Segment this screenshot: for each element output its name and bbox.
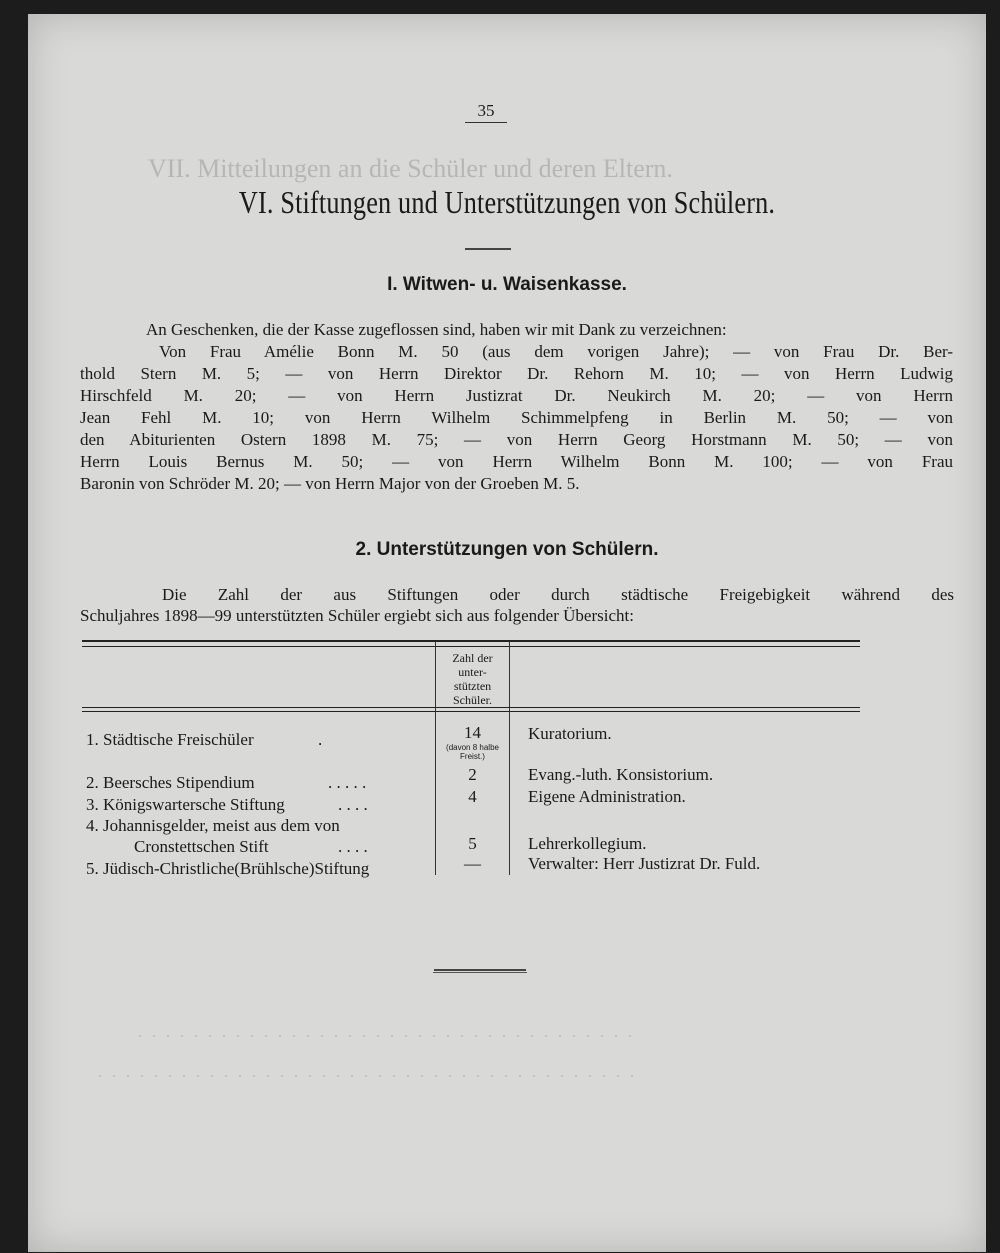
table-row-1-label: 1. Städtische Freischüler	[86, 730, 254, 749]
header-bottom-rule-2	[82, 711, 860, 712]
table-row-1-dots: .	[318, 730, 323, 749]
bleed-through-text-lower-2: . . . . . . . . . . . . . . . . . . . . . . . . . . . . . . . . . . . . . . .	[98, 1064, 637, 1081]
table-row-1-note: (davon 8 halbe Freist.)	[446, 743, 499, 761]
paragraph-line-7: Herrn Louis Bernus M. 50; — von Herrn Wilhelm Bonn M. 100; — von Frau	[80, 452, 953, 471]
table-row-2-label: 2. Beersches Stipendium	[86, 773, 255, 792]
paragraph-line-1: An Geschenken, die der Kasse zugeflossen sind, haben wir mit Dank zu verzeichnen:	[146, 320, 727, 339]
table-row-2-authority: Evang.-luth. Konsistorium.	[528, 765, 714, 784]
table-row-3-count: 4	[468, 787, 477, 806]
section2-title: 2. Unterstützungen von Schülern.	[355, 539, 659, 560]
table-row-4-label: 4. Johannisgelder, meist aus dem von	[86, 816, 340, 835]
header-bottom-rule	[82, 707, 860, 708]
end-rule	[434, 969, 526, 971]
table-row-4-dots: . . . .	[338, 837, 368, 856]
main-heading: VI. Stiftungen und Unterstützungen von Schülern.	[238, 184, 776, 220]
paragraph-line-6: den Abiturienten Ostern 1898 M. 75; — von Herrn Georg Horstmann M. 50; — von	[80, 430, 953, 449]
section1-title: I. Witwen- u. Waisenkasse.	[387, 274, 627, 295]
column-header	[436, 651, 509, 707]
page-number: 35	[477, 101, 495, 120]
bleed-through-text-lower: . . . . . . . . . . . . . . . . . . . . . . . . . . . . . . . . . . . .	[138, 1024, 635, 1041]
table-row-2-dots: . . . . .	[328, 773, 367, 792]
section2-intro-line-1: Die Zahl der aus Stiftungen oder durch städtische Freigebigkeit während des	[162, 585, 954, 604]
bleed-through-text: VII. Mitteilungen an die Schüler und deren Eltern.	[148, 154, 673, 183]
column-header-line-3: stützten	[453, 679, 492, 693]
document-page	[28, 14, 986, 1252]
table-row-4-count: 5	[468, 834, 477, 853]
paragraph-line-4: Hirschfeld M. 20; — von Herrn Justizrat Dr. Neukirch M. 20; — von Herrn	[80, 386, 953, 405]
paragraph-line-8: Baronin von Schröder M. 20; — von Herrn Major von der Groeben M. 5.	[80, 474, 580, 493]
heading-rule	[465, 248, 511, 250]
paragraph-line-3: thold Stern M. 5; — von Herrn Direktor Dr. Rehorn M. 10; — von Herrn Ludwig	[80, 364, 953, 383]
table-row-4-label-continued: Cronstettschen Stift	[134, 837, 269, 856]
table-row-4-authority: Lehrerkollegium.	[528, 834, 647, 853]
paragraph-line-5: Jean Fehl M. 10; von Herrn Wilhelm Schimmelpfeng in Berlin M. 50; — von	[80, 408, 953, 427]
table-divider-right	[509, 642, 510, 875]
column-header-line-1: Zahl der	[452, 651, 493, 665]
table-row-1-authority: Kuratorium.	[528, 724, 612, 743]
section2-intro-line-2: Schuljahres 1898—99 unterstützten Schüler ergiebt sich aus folgender Übersicht:	[80, 606, 634, 625]
table-row-3-label: 3. Königswartersche Stiftung	[86, 795, 285, 814]
table-row-5-authority: Verwalter: Herr Justizrat Dr. Fuld.	[528, 854, 761, 873]
table-row-3-dots: . . . .	[338, 795, 368, 814]
table-row-1-count: 14	[464, 723, 481, 742]
column-header-line-2: unter-	[458, 665, 487, 679]
table-row-2-count: 2	[468, 765, 477, 784]
table-row-5-label: 5. Jüdisch-Christliche(Brühlsche)Stiftung	[86, 859, 370, 878]
table-top-rule	[82, 640, 860, 642]
table-row-3-authority: Eigene Administration.	[528, 787, 686, 806]
paragraph-line-2: Von Frau Amélie Bonn M. 50 (aus dem vorigen Jahre); — von Frau Dr. Ber-	[159, 342, 953, 361]
table-top-rule-2	[82, 646, 860, 647]
column-header-line-4: Schüler.	[453, 693, 492, 707]
page-number-rule	[465, 122, 507, 123]
table-row-5-count: —	[464, 854, 481, 873]
end-rule-2	[433, 972, 527, 973]
